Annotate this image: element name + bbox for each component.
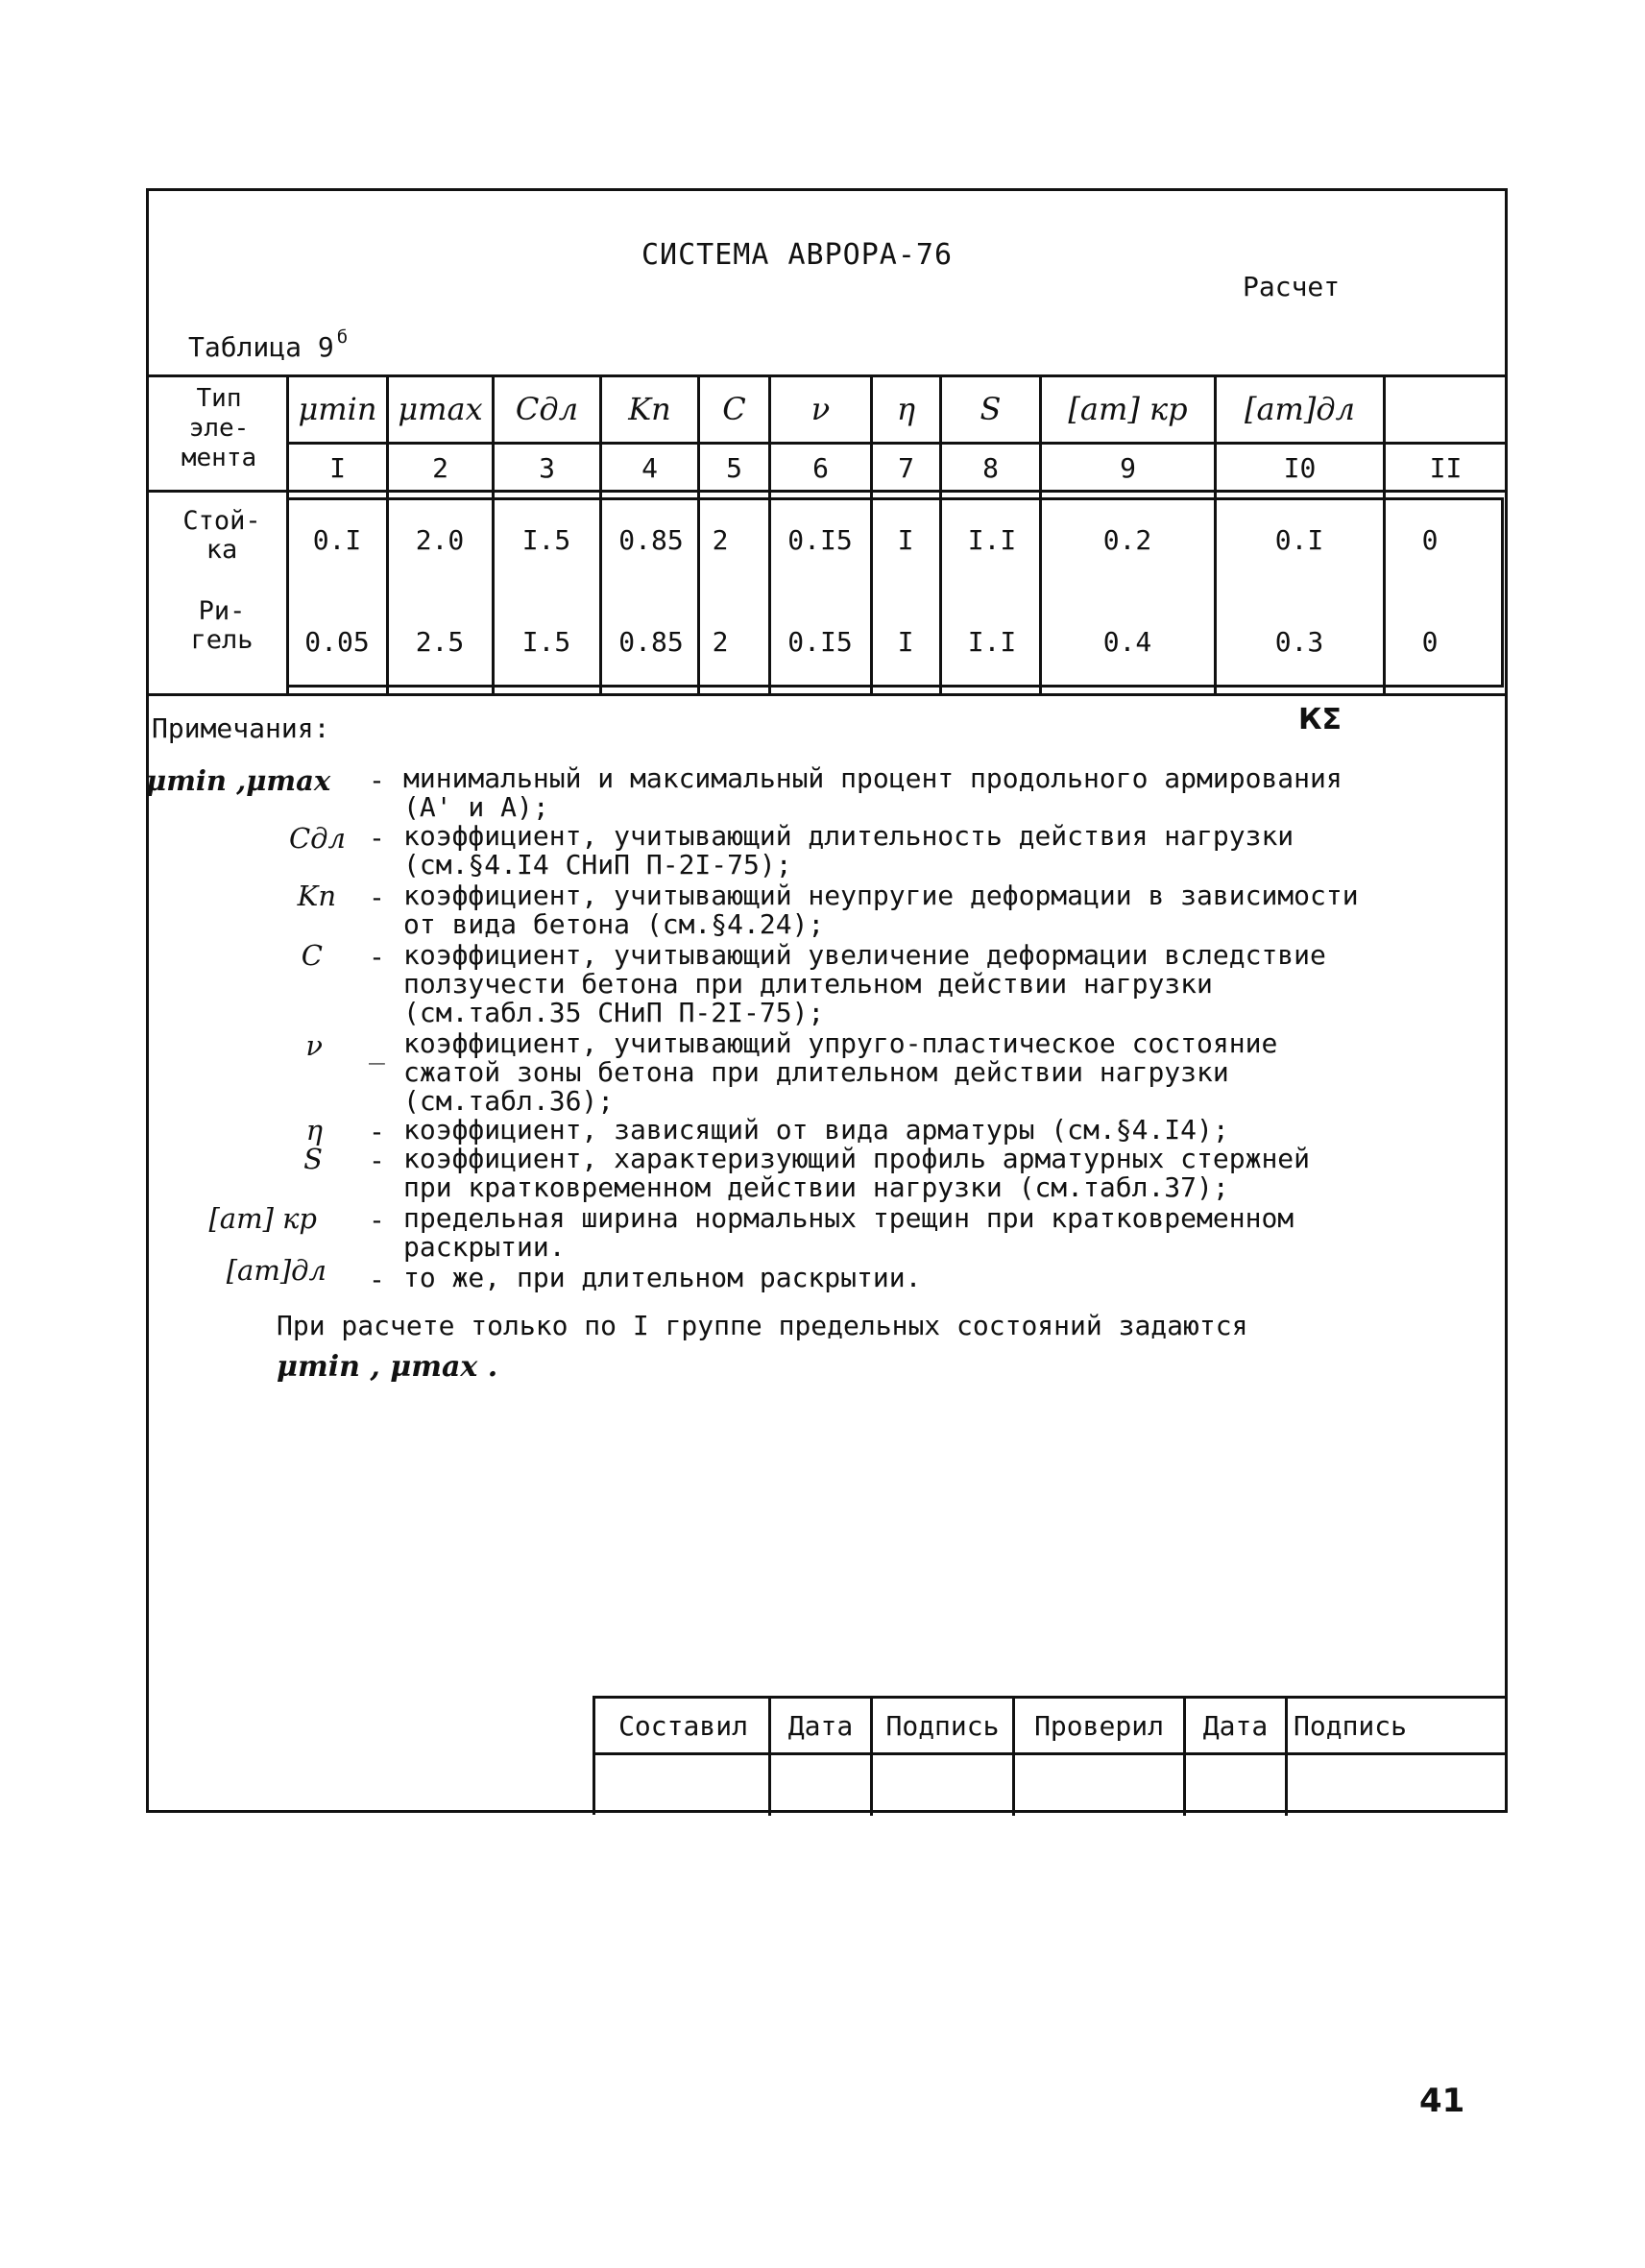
final-note: При расчете только по I группе предельных состояний задаются <box>277 1310 1248 1341</box>
table-cell: I <box>897 523 914 556</box>
table-cell: 0.I <box>1274 523 1324 556</box>
col-number: 6 <box>812 451 829 484</box>
note-dash: _ <box>369 1033 385 1065</box>
table-cell: I.I <box>967 625 1017 658</box>
col-divider <box>697 492 700 695</box>
note-text: коэффициент, зависящий от вида арматуры (см.§4.I4); <box>403 1114 1229 1146</box>
note-dash: - <box>369 881 385 913</box>
col-divider <box>492 492 495 695</box>
note-symbol: [aт]дл <box>226 1254 327 1287</box>
col-divider <box>286 492 289 695</box>
note-text: то же, при длительном раскрытии. <box>403 1262 922 1293</box>
table-cell: 0.I <box>312 523 362 556</box>
note-dash: - <box>369 941 385 973</box>
compiled-by-label: Составил <box>618 1709 748 1742</box>
col-symbol: ν <box>810 391 831 427</box>
note-symbol: S <box>303 1143 323 1175</box>
note-dash: - <box>369 1145 385 1176</box>
page-number: 41 <box>1419 2082 1465 2120</box>
note-text: коэффициент, учитывающий неупругие деформации в зависимости от вида бетона (см.§4.24); <box>403 880 1359 940</box>
note-dash: - <box>369 1264 385 1295</box>
table-label-superscript: б <box>336 326 349 348</box>
col-number: 9 <box>1120 451 1136 484</box>
col-symbol: [aт]дл <box>1244 391 1356 427</box>
col-header-7 <box>870 376 939 492</box>
table-bottom-border <box>146 693 1508 696</box>
note-symbol: [aт] кр <box>208 1202 317 1235</box>
note-dash: - <box>369 1204 385 1236</box>
table-cell: 2 <box>712 523 729 556</box>
col-symbol: η <box>896 391 916 427</box>
col-number: 8 <box>982 451 999 484</box>
note-symbol: η <box>305 1114 323 1146</box>
note-symbol: Kп <box>297 880 336 912</box>
table-cell: 0.85 <box>618 523 684 556</box>
note-text: коэффициент, учитывающий упруго-пластическое состояние сжатой зоны бетона при длительном действии нагрузки (см.табл.36); <box>403 1027 1278 1117</box>
table-cell: 0.85 <box>618 625 684 658</box>
col-divider <box>870 492 873 695</box>
note-text: минимальный и максимальный процент продольного армирования (А' и А); <box>403 762 1343 823</box>
system-title: СИСТЕМА АВРОРА-76 <box>641 238 954 272</box>
date-label: Дата <box>787 1709 854 1742</box>
col-number: I <box>329 451 346 484</box>
notes-title: Примечания: <box>152 712 330 744</box>
table-cell: I.5 <box>521 625 571 658</box>
col-symbol: S <box>980 391 1002 427</box>
checked-by-label: Проверил <box>1034 1709 1164 1742</box>
table-cell: 0.2 <box>1102 523 1152 556</box>
table-cell: 0.05 <box>304 625 370 658</box>
col-symbol: C <box>722 391 746 427</box>
table-cell: I.5 <box>521 523 571 556</box>
col-header-2 <box>386 376 492 492</box>
table-label: Таблица 9 $^б$ <box>188 326 349 363</box>
col-header-5 <box>697 376 768 492</box>
col-number: 5 <box>726 451 742 484</box>
final-symbols: μmin , μmax . <box>277 1350 498 1384</box>
table-cell: 0.3 <box>1274 625 1324 658</box>
date-label: Дата <box>1202 1709 1269 1742</box>
note-symbol: μmin ,μmax <box>146 764 331 797</box>
note-dash: - <box>369 822 385 854</box>
note-text: коэффициент, учитывающий длительность действия нагрузки (см.§4.I4 СНиП П-2I-75); <box>403 820 1294 881</box>
note-dash: - <box>369 1116 385 1147</box>
note-text: предельная ширина нормальных трещин при кратковременном раскрытии. <box>403 1202 1294 1263</box>
col-symbol: μmin <box>298 391 377 427</box>
col-symbol: [aт] кр <box>1068 391 1188 427</box>
note-text: коэффициент, характеризующий профиль арматурных стержней при кратковременном действии нагрузки (см.табл.37); <box>403 1143 1311 1203</box>
table-cell: 0 <box>1421 625 1439 658</box>
table-cell: 0 <box>1421 523 1439 556</box>
col-number: 3 <box>539 451 555 484</box>
calc-label: Расчет <box>1243 271 1341 302</box>
table-cell: 2.0 <box>415 523 465 556</box>
col-divider <box>1039 492 1042 695</box>
col-divider <box>386 492 389 695</box>
col-header-9 <box>1039 376 1214 492</box>
signature-label: Подпись <box>1294 1709 1408 1742</box>
table-cell: 0.I5 <box>787 523 853 556</box>
col-divider <box>939 492 942 695</box>
col-header-10 <box>1214 376 1383 492</box>
col-divider <box>1383 492 1386 695</box>
signature-label: Подпись <box>885 1709 1000 1742</box>
col-number: 2 <box>432 451 448 484</box>
table-cell: I.I <box>967 523 1017 556</box>
table-cell: 0.I5 <box>787 625 853 658</box>
signature-row-divider <box>595 1752 1508 1755</box>
col-header-8 <box>939 376 1039 492</box>
col-divider <box>1214 492 1217 695</box>
note-symbol: ν <box>305 1029 323 1062</box>
row-label-column: Стой- ка <box>182 506 261 565</box>
table-cell: 2 <box>712 625 729 658</box>
table-cell: I <box>897 625 914 658</box>
table-cell: 0.4 <box>1102 625 1152 658</box>
note-symbol: Cдл <box>288 822 346 855</box>
col-symbol: Kп <box>628 391 671 427</box>
element-type-header: Тип эле- мента <box>181 384 257 472</box>
col-header-1 <box>286 376 386 492</box>
note-dash: - <box>369 764 385 796</box>
signature-table <box>593 1696 1508 1815</box>
row-label-beam: Ри- гель <box>190 596 254 655</box>
col-divider <box>768 492 771 695</box>
col-symbol: μmax <box>398 391 483 427</box>
ksigma-mark: КΣ <box>1298 703 1343 736</box>
col-divider <box>599 492 602 695</box>
col-number: II <box>1429 451 1463 484</box>
col-header-11 <box>1383 376 1506 492</box>
table-cell: 2.5 <box>415 625 465 658</box>
col-number: 4 <box>641 451 658 484</box>
note-symbol: C <box>301 939 323 972</box>
col-header-6 <box>768 376 870 492</box>
col-header-4 <box>599 376 697 492</box>
note-text: коэффициент, учитывающий увеличение деформации вследствие ползучести бетона при длительном действии нагрузки (см.табл.35 СНиП П-2I-75); <box>403 939 1326 1028</box>
col-symbol: Cдл <box>515 391 579 427</box>
col-number: I0 <box>1283 451 1317 484</box>
col-symbol <box>1386 376 1506 442</box>
col-header-3 <box>492 376 599 492</box>
col-number: 7 <box>898 451 914 484</box>
